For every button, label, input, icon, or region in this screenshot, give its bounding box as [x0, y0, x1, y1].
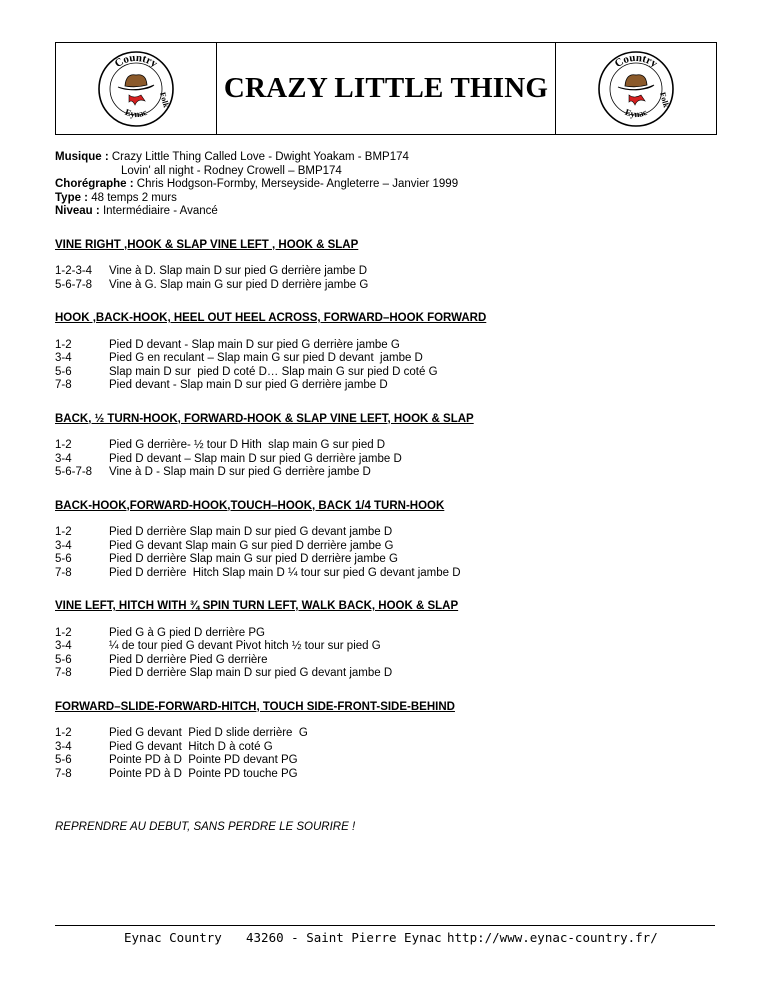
- step-count: 3-4: [55, 740, 72, 753]
- svg-text:Country: [613, 51, 660, 70]
- choreo-line: [55, 178, 715, 192]
- step-row: [55, 727, 715, 741]
- svg-text:Country: [113, 51, 160, 70]
- step-row: [55, 339, 715, 353]
- section-2: [55, 312, 715, 393]
- step-description: Pied D derrière Slap main D sur pied G devant jambe D: [109, 526, 393, 538]
- logo-text-top: Country: [112, 51, 160, 70]
- cowboy-hat-icon: [125, 74, 147, 86]
- club-logo-left: [96, 49, 176, 129]
- step-count: 7-8: [55, 767, 72, 780]
- step-row: [55, 667, 715, 681]
- step-description: Pied D derrière Slap main G sur pied D derrière jambe G: [109, 553, 398, 565]
- step-description: Pied G devant Pied D slide derrière G: [109, 727, 308, 739]
- step-count: 5-6-7-8: [55, 278, 93, 291]
- level-value: Intermédiaire - Avancé: [102, 205, 218, 217]
- step-count: 5-6: [55, 754, 72, 766]
- footer-url[interactable]: http://www.eynac-country.fr/: [447, 930, 658, 945]
- step-row: [55, 265, 715, 279]
- step-row: [55, 352, 715, 366]
- step-row: [55, 526, 715, 540]
- step-count: 1-2: [55, 439, 72, 451]
- step-count: 1-2: [55, 626, 72, 639]
- choreo-label: Chorégraphe :: [55, 178, 134, 190]
- step-description: Vine à G. Slap main G sur pied D derrière jambe G: [109, 278, 369, 291]
- music-value-1: Crazy Little Thing Called Love - Dwight Yoakam - BMP174: [111, 151, 409, 163]
- step-row: [55, 654, 715, 668]
- type-line: [55, 192, 715, 206]
- step-count: 1-2: [55, 338, 72, 351]
- type-label: Type :: [55, 191, 89, 204]
- section-title: FORWARD–SLIDE-FORWARD-HITCH, TOUCH SIDE-FRONT-SIDE-BEHIND: [55, 700, 455, 713]
- footer-address: 43260 - Saint Pierre Eynac: [246, 930, 442, 945]
- step-row: [55, 553, 715, 567]
- step-count: 3-4: [55, 452, 72, 465]
- logo-cell-right: [555, 43, 716, 134]
- choreo-value: Chris Hodgson-Formby, Merseyside- Angleterre – Janvier 1999: [136, 178, 459, 190]
- sections: [55, 239, 715, 782]
- step-row: [55, 640, 715, 654]
- section-1: [55, 239, 715, 293]
- section-title: BACK, ½ TURN-HOOK, FORWARD-HOOK & SLAP VINE LEFT, HOOK & SLAP: [55, 412, 474, 425]
- step-row: [55, 379, 715, 393]
- music-label: Musique :: [55, 151, 109, 163]
- logo-text-right: Folk: [658, 90, 671, 109]
- logo-text-bottom: Eynac: [123, 106, 149, 119]
- step-row: [55, 754, 715, 768]
- logo-text-right: Folk: [158, 90, 171, 109]
- step-count: 7-8: [55, 379, 72, 391]
- logo-cell-left: [56, 43, 217, 134]
- logo-text-bottom: Eynac: [623, 106, 649, 119]
- step-description: Pied D devant - Slap main D sur pied G derrière jambe G: [109, 338, 400, 351]
- step-description: Slap main D sur pied D coté D… Slap main G sur pied D coté G: [109, 365, 438, 378]
- step-description: Pointe PD à D Pointe PD touche PG: [109, 767, 298, 780]
- step-description: Pied G à G pied D derrière PG: [109, 626, 265, 639]
- cowboy-hat-icon: [625, 74, 647, 86]
- svg-text:Eynac: [124, 106, 149, 118]
- section-title: HOOK ,BACK-HOOK, HEEL OUT HEEL ACROSS, FORWARD–HOOK FORWARD: [55, 312, 487, 324]
- section-title: VINE LEFT, HITCH WITH ¾ SPIN TURN LEFT, WALK BACK, HOOK & SLAP: [55, 600, 459, 612]
- step-row: [55, 567, 715, 581]
- step-row: [55, 768, 715, 782]
- step-description: Pied G derrière- ½ tour D Hith slap main G sur pied D: [109, 439, 386, 451]
- title-cell: [217, 43, 555, 134]
- header-box: [55, 42, 717, 135]
- step-row: [55, 453, 715, 467]
- step-count: 3-4: [55, 640, 72, 652]
- step-description: Pied G devant Slap main G sur pied D derrière jambe G: [109, 539, 394, 552]
- step-row: [55, 279, 715, 293]
- step-count: 7-8: [55, 566, 72, 579]
- footer-divider: [55, 925, 715, 926]
- step-description: Pied G en reculant – Slap main G sur pied D devant jambe D: [109, 352, 423, 364]
- step-row: [55, 366, 715, 380]
- level-label: Niveau :: [55, 205, 100, 217]
- logo-text-top: Country: [612, 51, 660, 70]
- dance-info: [55, 151, 715, 219]
- step-row: [55, 540, 715, 554]
- section-title: VINE RIGHT ,HOOK & SLAP VINE LEFT , HOOK & SLAP: [55, 238, 359, 251]
- step-description: ¼ de tour pied G devant Pivot hitch ½ tour sur pied G: [109, 640, 381, 652]
- step-count: 5-6-7-8: [55, 466, 93, 478]
- step-count: 3-4: [55, 539, 72, 552]
- step-count: 1-2-3-4: [55, 265, 93, 277]
- step-count: 5-6: [55, 365, 72, 378]
- step-count: 3-4: [55, 352, 72, 364]
- bandana-icon: [629, 95, 645, 105]
- svg-text:Eynac: [624, 106, 649, 118]
- section-6: [55, 701, 715, 782]
- step-description: Pied D devant – Slap main D sur pied G derrière jambe D: [109, 452, 402, 465]
- step-description: Pied D derrière Hitch Slap main D ¼ tour sur pied G devant jambe D: [109, 566, 461, 579]
- bandana-icon: [129, 95, 145, 105]
- music-line-2: [55, 165, 715, 179]
- step-count: 7-8: [55, 667, 72, 679]
- step-description: Vine à D - Slap main D sur pied G derrière jambe D: [109, 466, 371, 478]
- step-row: [55, 439, 715, 453]
- dance-sheet-content: [55, 151, 715, 835]
- step-description: Vine à D. Slap main D sur pied G derrière jambe D: [109, 265, 368, 277]
- page-title: CRAZY LITTLE THING: [223, 72, 549, 104]
- step-count: 1-2: [55, 526, 72, 538]
- ending-note: REPRENDRE AU DEBUT, SANS PERDRE LE SOURIRE !: [55, 821, 356, 833]
- music-value-2: Lovin' all night - Rodney Crowell – BMP174: [121, 164, 342, 177]
- section-title: BACK-HOOK,FORWARD-HOOK,TOUCH–HOOK, BACK 1/4 TURN-HOOK: [55, 499, 445, 512]
- section-5: [55, 600, 715, 681]
- music-line-1: [55, 151, 715, 165]
- step-description: Pied D derrière Pied G derrière: [109, 653, 268, 666]
- step-row: [55, 627, 715, 641]
- step-row: [55, 741, 715, 755]
- step-count: 5-6: [55, 553, 72, 565]
- section-3: [55, 413, 715, 480]
- type-value: 48 temps 2 murs: [91, 191, 177, 204]
- step-description: Pied devant - Slap main D sur pied G derrière jambe D: [109, 379, 388, 391]
- club-logo-right: [596, 49, 676, 129]
- level-line: [55, 205, 715, 219]
- step-description: Pied G devant Hitch D à coté G: [109, 740, 273, 753]
- step-description: Pied D derrière Slap main D sur pied G devant jambe D: [109, 667, 393, 679]
- step-row: [55, 466, 715, 480]
- section-4: [55, 500, 715, 581]
- step-description: Pointe PD à D Pointe PD devant PG: [109, 754, 298, 766]
- step-count: 5-6: [55, 653, 72, 666]
- step-count: 1-2: [55, 727, 72, 739]
- footer-club: Eynac Country: [124, 930, 222, 945]
